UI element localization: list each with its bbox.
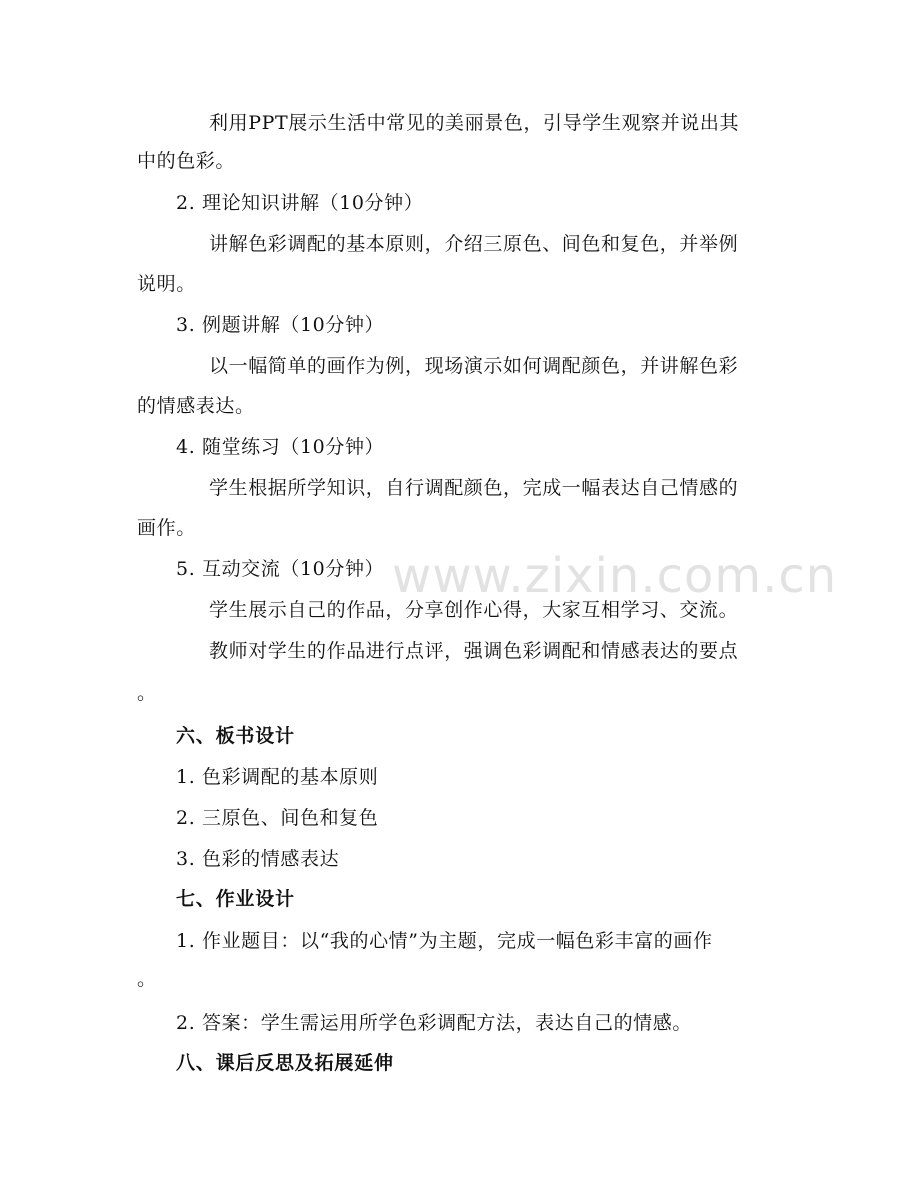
list-item: 1. 作业题目：以“我的心情”为主题，完成一幅色彩丰富的画作: [176, 930, 713, 952]
list-item: 3. 色彩的情感表达: [176, 848, 340, 870]
section-heading: 八、课后反思及拓展延伸: [176, 1052, 394, 1074]
paragraph-line: 学生展示自己的作品，分享创作心得，大家互相学习、交流。: [209, 599, 739, 621]
paragraph-line: 说明。: [137, 273, 196, 295]
paragraph-line: 讲解色彩调配的基本原则，介绍三原色、间色和复色，并举例: [209, 233, 739, 255]
list-item-heading: 3. 例题讲解（10分钟）: [176, 314, 385, 336]
watermark: www.zixin.com.cn: [392, 548, 838, 604]
paragraph-line: 以一幅简单的画作为例，现场演示如何调配颜色，并讲解色彩: [209, 355, 739, 377]
list-item-heading: 2. 理论知识讲解（10分钟）: [176, 192, 424, 214]
list-item: 2. 三原色、间色和复色: [176, 807, 379, 829]
paragraph-line: 教师对学生的作品进行点评，强调色彩调配和情感表达的要点: [209, 640, 739, 662]
paragraph-line: 的情感表达。: [137, 395, 255, 417]
paragraph-line: 利用PPT展示生活中常见的美丽景色，引导学生观察并说出其: [209, 112, 740, 134]
list-item: 1. 色彩调配的基本原则: [176, 766, 379, 788]
paragraph-line: 画作。: [137, 517, 196, 539]
section-heading: 六、板书设计: [176, 725, 295, 747]
paragraph-line: 中的色彩。: [137, 150, 236, 172]
paragraph-line: 学生根据所学知识，自行调配颜色，完成一幅表达自己情感的: [209, 477, 739, 499]
list-item: 。: [137, 968, 157, 990]
list-item-heading: 5. 互动交流（10分钟）: [176, 558, 385, 580]
list-item-heading: 4. 随堂练习（10分钟）: [176, 436, 385, 458]
section-heading: 七、作业设计: [176, 888, 295, 910]
list-item: 2. 答案：学生需运用所学色彩调配方法，表达自己的情感。: [176, 1012, 692, 1034]
paragraph-line: 。: [137, 682, 157, 704]
